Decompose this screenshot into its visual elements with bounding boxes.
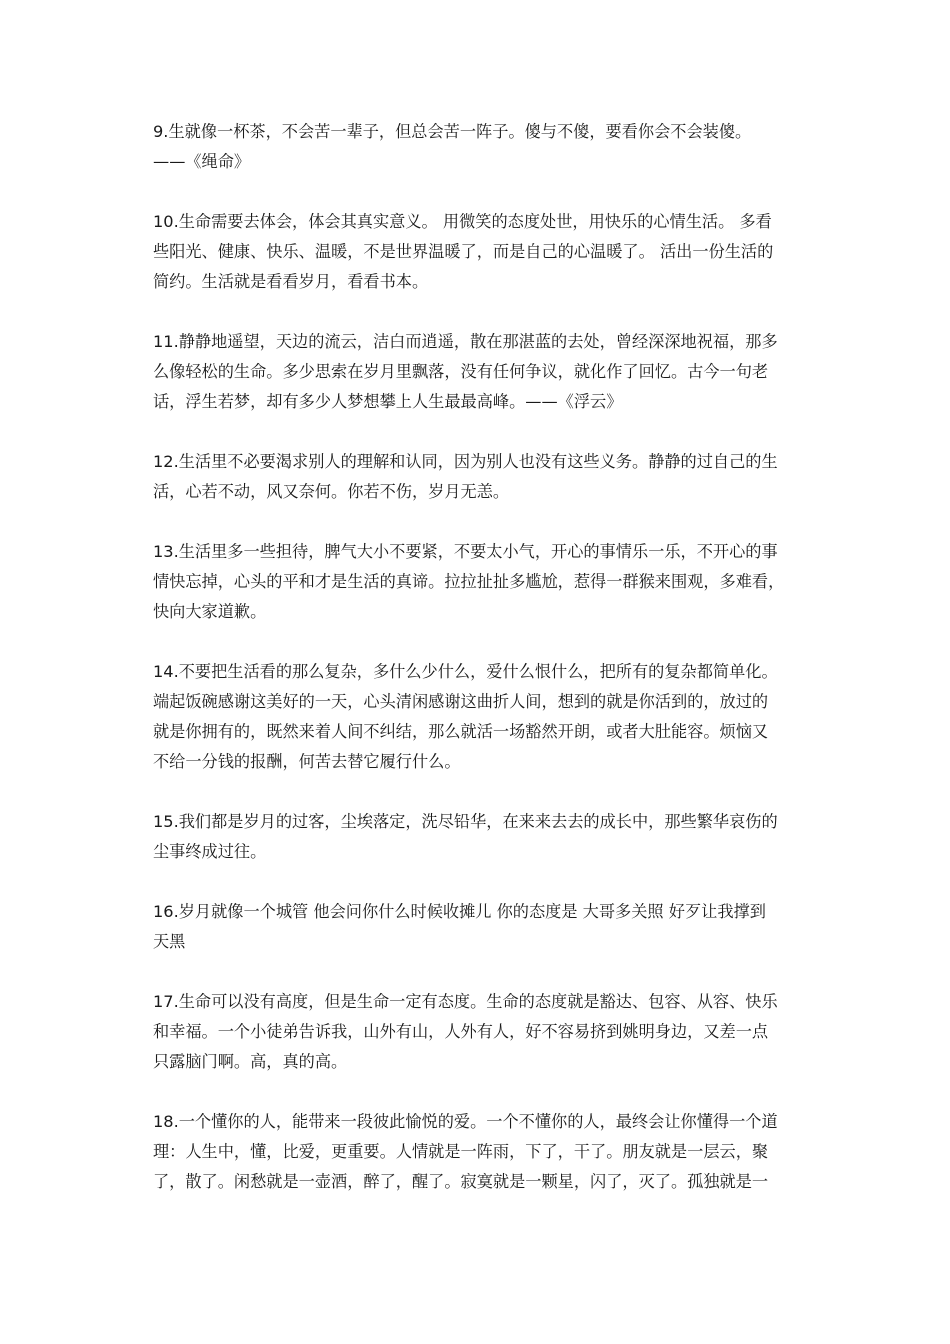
paragraph-15 [153,807,803,867]
text-line: 13.生活里多一些担待，脾气大小不要紧，不要太小气，开心的事情乐一乐，不开心的事 [153,542,778,561]
text-line: 就是你拥有的，既然来着人间不纠结，那么就活一场豁然开朗，或者大肚能容。烦恼又 [153,722,769,741]
text-line: 么像轻松的生命。多少思索在岁月里飘落，没有任何争议，就化作了回忆。古今一句老 [153,362,769,381]
text-line: 10.生命需要去体会，体会其真实意义。 用微笑的态度处世，用快乐的心情生活。 多看 [153,212,772,231]
text-line: 不给一分钱的报酬，何苦去替它履行什么。 [153,752,461,771]
text-line: 12.生活里不必要渴求别人的理解和认同，因为别人也没有这些义务。静静的过自己的生 [153,452,778,471]
text-line: 11.静静地遥望，天边的流云，洁白而逍遥，散在那湛蓝的去处，曾经深深地祝福，那多 [153,332,778,351]
paragraph-9 [153,117,803,177]
text-line: 15.我们都是岁月的过客，尘埃落定，洗尽铅华，在来来去去的成长中，那些繁华哀伤的 [153,812,778,831]
text-line: 18.一个懂你的人，能带来一段彼此愉悦的爱。一个不懂你的人，最终会让你懂得一个道 [153,1112,778,1131]
text-line: 端起饭碗感谢这美好的一天，心头清闲感谢这曲折人间，想到的就是你活到的，放过的 [153,692,769,711]
text-line: 了，散了。闲愁就是一壶酒，醉了，醒了。寂寞就是一颗星，闪了，灭了。孤独就是一 [153,1172,769,1191]
text-line: 16.岁月就像一个城管 他会问你什么时候收摊儿 你的态度是 大哥多关照 好歹让我撑到 [153,902,766,921]
paragraph-18 [153,1107,803,1197]
text-line: 理：人生中，懂，比爱，更重要。人情就是一阵雨，下了，干了。朋友就是一层云，聚 [153,1142,769,1161]
text-line: 简约。生活就是看看岁月，看看书本。 [153,272,429,291]
text-line: 14.不要把生活看的那么复杂，多什么少什么，爱什么恨什么，把所有的复杂都简单化。 [153,662,778,681]
text-line: 和幸福。一个小徒弟告诉我，山外有山，人外有人，好不容易挤到姚明身边，又差一点 [153,1022,769,1041]
text-line: 只露脑门啊。高，真的高。 [153,1052,348,1071]
text-line: 情快忘掉，心头的平和才是生活的真谛。拉拉扯扯多尴尬，惹得一群猴来围观，多难看， [153,572,785,591]
text-line: 话，浮生若梦，却有多少人梦想攀上人生最最高峰。——《浮云》 [153,392,623,411]
text-line: 天黑 [153,932,186,951]
document-body [153,117,803,1227]
paragraph-17 [153,987,803,1077]
text-line: 活，心若不动，风又奈何。你若不伤，岁月无恙。 [153,482,510,501]
text-line: 快向大家道歉。 [153,602,267,621]
paragraph-16 [153,897,803,957]
paragraph-10 [153,207,803,297]
text-line: 些阳光、健康、快乐、温暖，不是世界温暖了，而是自己的心温暖了。 活出一份生活的 [153,242,774,261]
paragraph-13 [153,537,803,627]
text-line: 9.生就像一杯茶，不会苦一辈子，但总会苦一阵子。傻与不傻，要看你会不会装傻。 [153,122,752,141]
paragraph-11 [153,327,803,417]
text-line: 17.生命可以没有高度，但是生命一定有态度。生命的态度就是豁达、包容、从容、快乐 [153,992,778,1011]
text-line: 尘事终成过往。 [153,842,267,861]
paragraph-12 [153,447,803,507]
paragraph-14 [153,657,803,777]
text-line: ——《绳命》 [153,152,251,171]
